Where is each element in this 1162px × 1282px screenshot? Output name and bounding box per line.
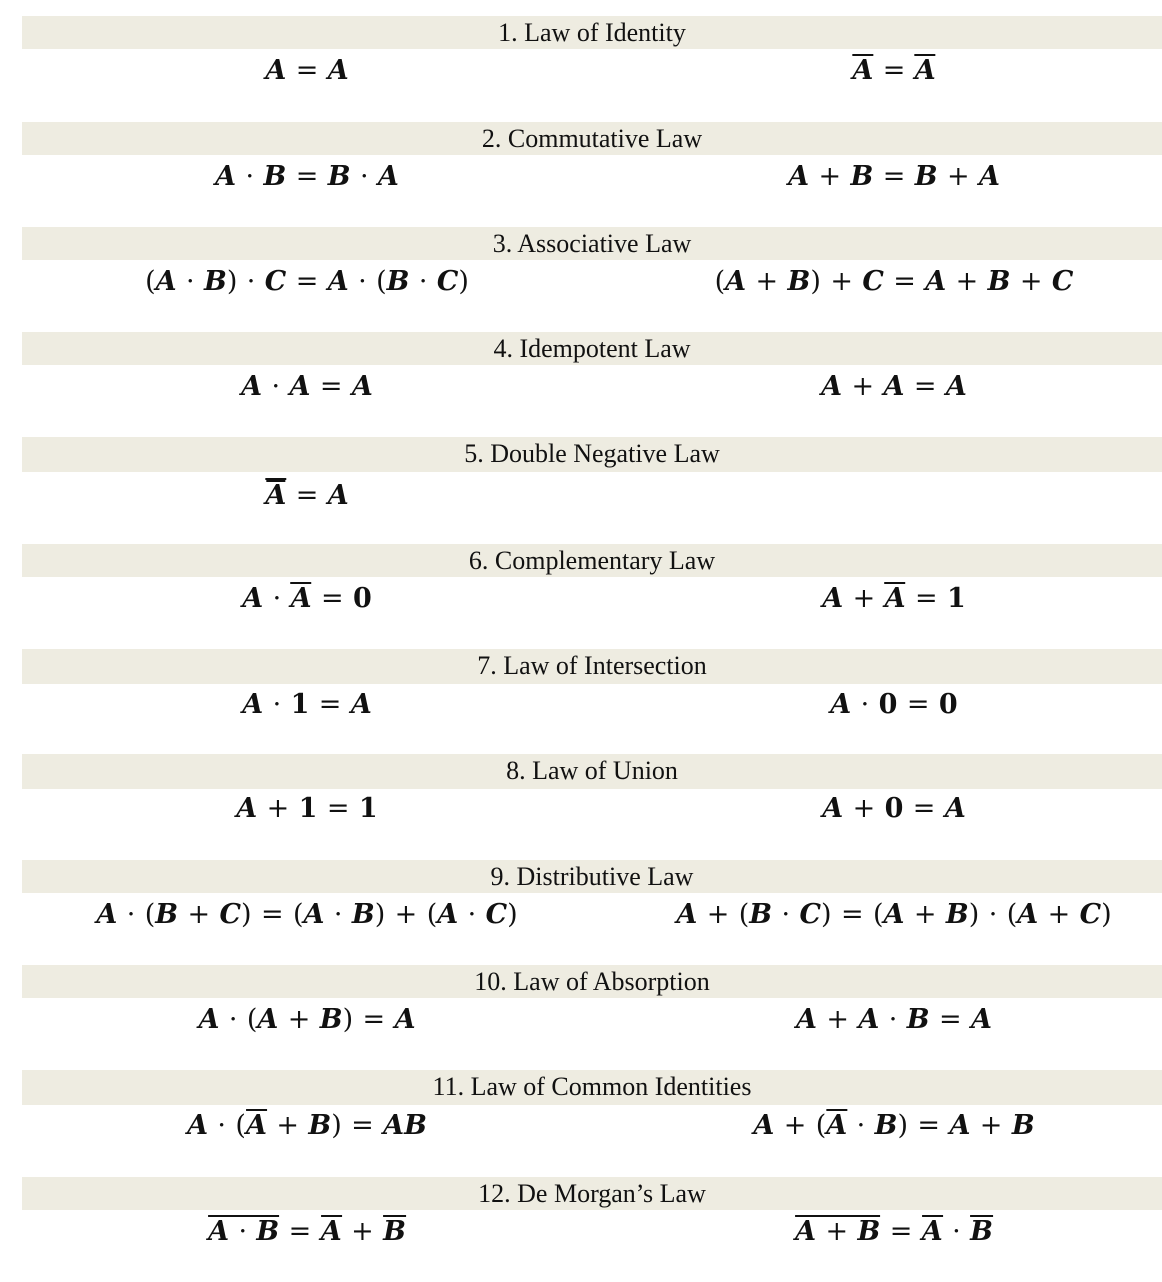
section-title: 2. Commutative Law <box>481 124 703 153</box>
section-title: 3. Associative Law <box>492 229 692 258</box>
left-equation: A · (B + C) = (A · B) + (A · C) <box>96 899 518 930</box>
right-equation: A + A · B = A <box>796 1004 992 1035</box>
left-equation: A · 1 = A <box>242 689 372 720</box>
section-title: 1. Law of Identity <box>498 18 686 47</box>
left-equation: A + 1 = 1 <box>236 793 378 824</box>
left-equation: A · B = B · A <box>215 161 399 192</box>
section-title: 8. Law of Union <box>506 756 678 785</box>
law-section-8 <box>0 754 1162 859</box>
left-equation: A · (A + B) = AB <box>187 1107 427 1145</box>
section-title: 12. De Morgan’s Law <box>478 1179 706 1208</box>
left-equation: (A · B) · C = A · (B · C) <box>145 266 469 297</box>
section-title: 10. Law of Absorption <box>474 967 710 996</box>
right-equation: A + 0 = A <box>822 793 966 824</box>
law-section-12 <box>0 1177 1162 1282</box>
law-section-4 <box>0 332 1162 437</box>
law-section-3 <box>0 227 1162 332</box>
law-section-1 <box>0 16 1162 121</box>
right-equation: A + (B · C) = (A + B) · (A + C) <box>676 899 1112 930</box>
left-equation: A · B = A + B <box>208 1213 406 1251</box>
right-equation: A + A = 1 <box>822 580 966 618</box>
right-equation: A + B = B + A <box>788 161 1000 192</box>
left-equation: A · A = A <box>241 371 373 402</box>
right-equation: A · 0 = 0 <box>830 689 958 720</box>
law-section-11 <box>0 1070 1162 1175</box>
law-section-7 <box>0 649 1162 754</box>
law-section-9 <box>0 860 1162 965</box>
law-section-6 <box>0 544 1162 649</box>
right-equation: A + A = A <box>821 371 967 402</box>
section-title: 9. Distributive Law <box>490 862 694 891</box>
right-equation: A + B = A · B <box>795 1213 993 1251</box>
right-equation: A = A <box>852 52 935 90</box>
right-equation: A + (A · B) = A + B <box>753 1107 1034 1145</box>
left-equation: $\overline{A} = A$ <box>265 477 348 515</box>
section-title: 5. Double Negative Law <box>464 439 720 468</box>
law-section-2 <box>0 122 1162 227</box>
section-title: 11. Law of Common Identities <box>432 1072 752 1101</box>
left-equation: A = A <box>265 55 349 86</box>
section-title: 7. Law of Intersection <box>477 651 707 680</box>
law-section-5 <box>0 437 1162 542</box>
section-title: 4. Idempotent Law <box>493 334 691 363</box>
left-equation: A · (A + B) = A <box>198 1004 416 1035</box>
section-title: 6. Complementary Law <box>468 546 716 575</box>
law-section-10 <box>0 965 1162 1070</box>
right-equation: (A + B) + C = A + B + C <box>714 266 1074 297</box>
left-equation: A · A = 0 <box>242 580 372 618</box>
